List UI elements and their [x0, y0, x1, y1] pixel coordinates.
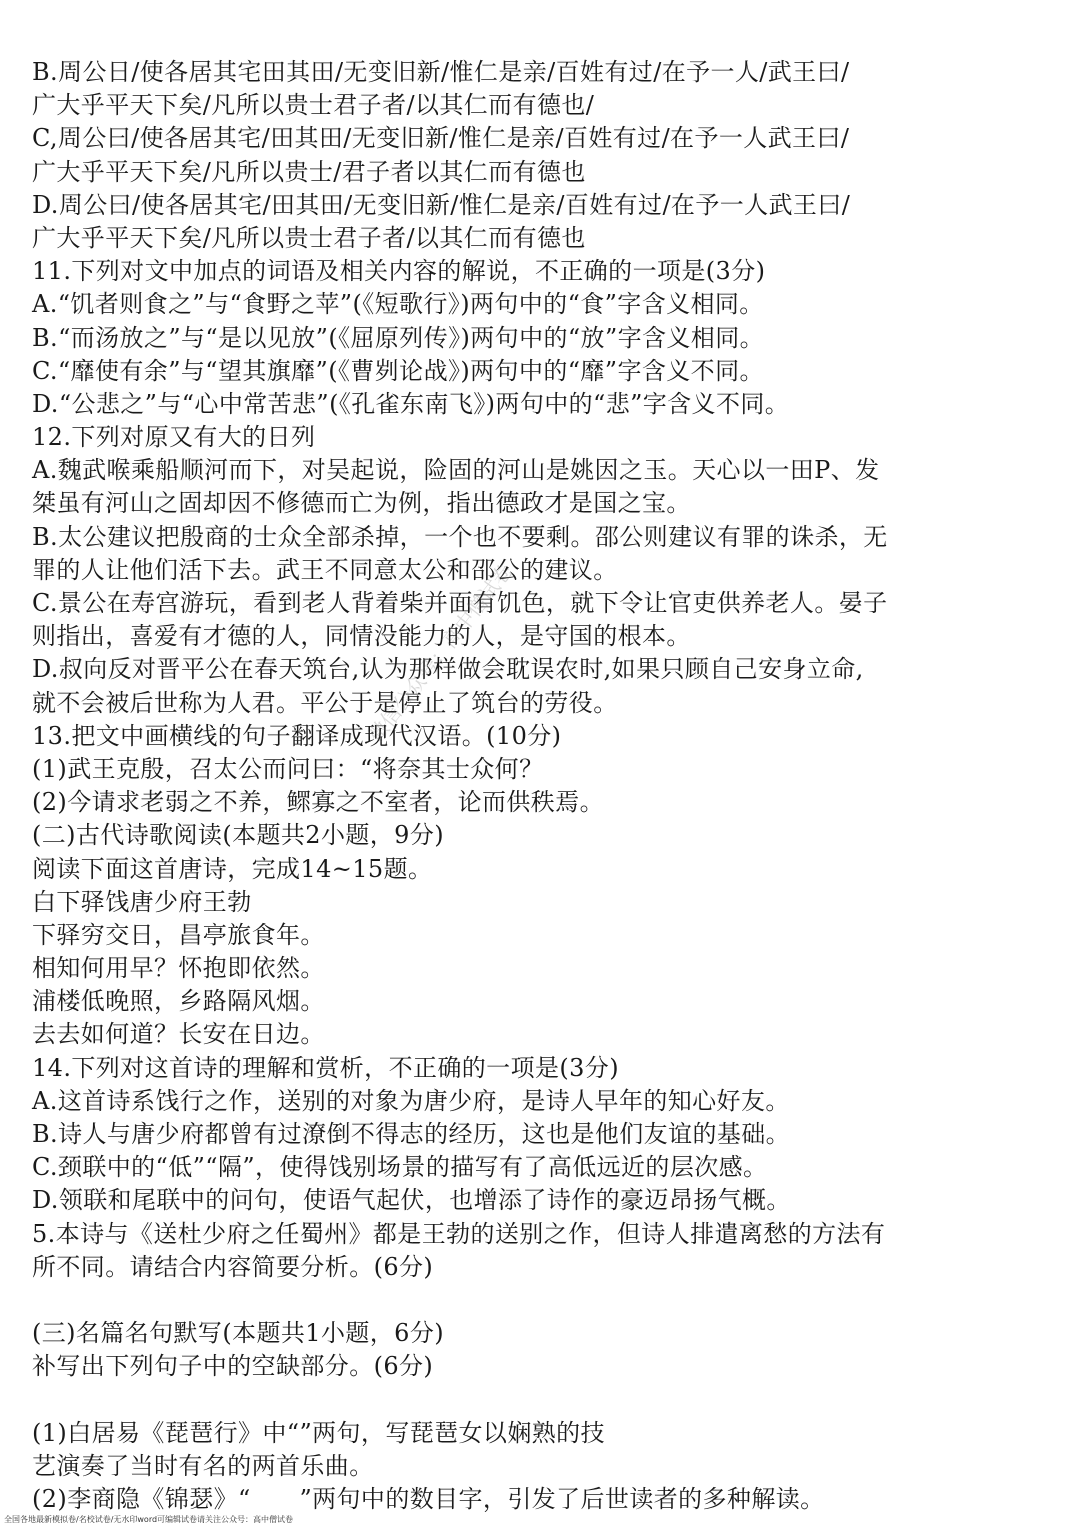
text-line: A.魏武喉乘船顺河而下，对吴起说，险固的河山是姚因之玉。天心以一田P、发	[32, 456, 880, 485]
text-line: 去去如何道？长安在日边。	[32, 1020, 325, 1049]
footer-note: 全国各地最新模拟卷/名校试卷/无水印word可编辑试卷请关注公众号：高中僧试卷	[4, 1515, 294, 1524]
text-line: 广大乎平天下矣/凡所以贵士君子者/以其仁而有德也	[32, 223, 586, 252]
text-line: (2)李商隐《锦瑟》“ ”两句中的数目字，引发了后世读者的多种解读。	[32, 1485, 825, 1514]
text-line: 阅读下面这首唐诗，完成14~15题。	[32, 854, 433, 883]
text-line: 广大乎平天下矣/凡所以贵士君子者/以其仁而有德也/	[32, 91, 595, 120]
text-line: 12.下列对原又有大的日列	[32, 423, 316, 452]
text-line: 艺演奏了当时有名的两首乐曲。	[32, 1451, 374, 1480]
text-line: B.周公日/使各居其宅田其田/无变旧新/惟仁是亲/百姓有过/在予一人/武王曰/	[32, 58, 850, 86]
text-line: (1)白居易《琵琶行》中“”两句，写琵琶女以娴熟的技	[32, 1418, 605, 1447]
text-line: 5.本诗与《送杜少府之任蜀州》都是王勃的送别之作，但诗人排遣离愁的方法有	[32, 1219, 886, 1248]
text-line: (1)武王克殷，召太公而问曰：“将奈其士众何？	[32, 754, 544, 783]
text-line: D.“公悲之”与“心中常苦悲”(《孔雀东南飞》)两句中的“悲”字含义不同。	[32, 389, 790, 418]
text-line: B.诗人与唐少府都曾有过潦倒不得志的经历，这也是他们友谊的基础。	[32, 1120, 791, 1148]
text-line: 浦楼低晚照，乡路隔风烟。	[32, 987, 325, 1016]
text-line: (2)今请求老弱之不养，鳏寡之不室者，论而供秩焉。	[32, 788, 604, 817]
text-line: 所不同。请结合内容简要分析。(6分)	[32, 1252, 434, 1281]
text-line: 罪的人让他们活下去。武王不同意太公和邵公的建议。	[32, 555, 618, 584]
blank-line	[32, 1284, 1052, 1317]
text-line: C,周公曰/使各居其宅/田其田/无变旧新/惟仁是亲/百姓有过/在予一人武王曰/	[32, 124, 850, 153]
text-line: 13.把文中画横线的句子翻译成现代汉语。(10分)	[32, 721, 562, 750]
text-line: A.“饥者则食之”与“食野之苹”(《短歌行》)两句中的“食”字含义相同。	[32, 290, 764, 319]
text-line: D.叔向反对晋平公在春天筑台,认为那样做会耽误农时,如果只顾自己安身立命,	[32, 655, 864, 684]
text-line: 相知何用早？怀抱即依然。	[32, 954, 325, 983]
text-line: 则指出，喜爱有才德的人，同情没能力的人，是守国的根本。	[32, 622, 691, 651]
text-line: C.“靡使有余”与“望其旗靡”(《曹刿论战》)两句中的“靡”字含义不同。	[32, 356, 764, 385]
text-line: D.领联和尾联中的问句，使语气起伏，也增添了诗作的豪迈昂扬气概。	[32, 1186, 791, 1215]
text-line: 补写出下列句子中的空缺部分。(6分)	[32, 1352, 434, 1381]
text-line: D.周公曰/使各居其宅/田其田/无变旧新/惟仁是亲/百姓有过/在予一人武王曰/	[32, 190, 851, 219]
text-line: C.景公在寿宫游玩，看到老人背着柴并面有饥色，就下令让官吏供养老人。晏子	[32, 589, 888, 617]
text-line: (二)古代诗歌阅读(本题共2小题，9分)	[32, 821, 444, 850]
text-line: A.这首诗系饯行之作，送别的对象为唐少府，是诗人早年的知心好友。	[32, 1086, 790, 1115]
text-line: 桀虽有河山之固却因不修德而亡为例，指出德政才是国之宝。	[32, 489, 691, 518]
text-line: B.“而汤放之”与“是以见放”(《屈原列传》)两句中的“放”字含义相同。	[32, 323, 765, 352]
text-line: B.太公建议把殷商的士众全部杀掉，一个也不要剩。邵公则建议有罪的诛杀，无	[32, 522, 888, 551]
text-line: C.颈联中的“低”“隔”，使得饯别场景的描写有了高低远近的层次感。	[32, 1153, 768, 1182]
blank-line	[32, 1384, 1052, 1417]
text-line: 白下驿饯唐少府王勃	[32, 887, 252, 916]
text-line: 14.下列对这首诗的理解和赏析，不正确的一项是(3分)	[32, 1053, 619, 1082]
document-body	[32, 56, 1052, 1516]
text-line: 广大乎平天下矣/凡所以贵士/君子者以其仁而有德也	[32, 157, 586, 186]
watermark: 微信公众号：高中僧试卷	[363, 559, 518, 748]
text-line: 11.下列对文中加点的词语及相关内容的解说，不正确的一项是(3分)	[32, 257, 766, 286]
text-line: 下驿穷交日，昌亭旅食年。	[32, 920, 325, 949]
text-line: 就不会被后世称为人君。平公于是停止了筑台的劳役。	[32, 688, 618, 717]
text-line: (三)名篇名句默写(本题共1小题，6分)	[32, 1319, 444, 1348]
